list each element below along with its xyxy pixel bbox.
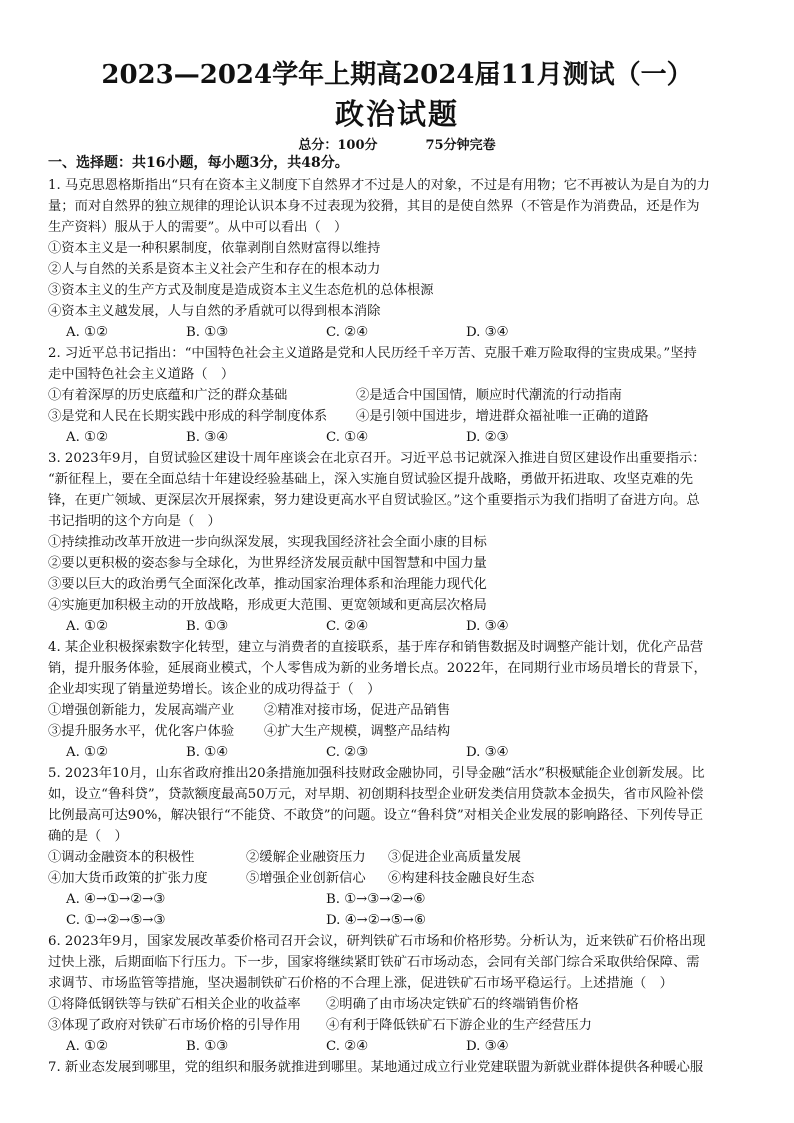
- q6-option-a: A. ①②: [66, 1039, 108, 1054]
- q5-option-b: B. ①→③→②→⑥: [326, 892, 426, 907]
- q2-option-c: C. ①④: [326, 430, 368, 445]
- q3-option-c: C. ②④: [326, 619, 368, 634]
- q4-statement: ④扩大生产规模，调整产品结构: [264, 724, 451, 739]
- q6-option-c: C. ②④: [326, 1039, 368, 1054]
- q5-statement: ④加大货币政策的扩张力度: [48, 871, 208, 886]
- q2-option-d: D. ②③: [466, 430, 509, 445]
- q2-statement: ④是引领中国进步，增进群众福祉唯一正确的道路: [356, 409, 649, 424]
- q6-statement: ①将降低钢铁等与铁矿石相关企业的收益率: [48, 997, 301, 1012]
- q4-stem-line: 企业却实现了销量逆势增长。该企业的成功得益于（ ）: [48, 682, 381, 697]
- q2-statement: ③是党和人民在长期实践中形成的科学制度体系: [48, 409, 328, 424]
- time-limit: 75分钟完卷: [425, 138, 496, 153]
- q4-stem-line: 销，提升服务体验，延展商业模式，个人零售成为新的业务增长点。2022年，在同期行业市场员增长的背景下，: [48, 661, 707, 676]
- q1-statement: ①资本主义是一种积累制度，依靠剥削自然财富得以维持: [48, 241, 381, 256]
- q1-stem-line: 生产资料）服从于人的需要”。从中可以看出（ ）: [48, 220, 348, 235]
- q6-statement: ④有利于降低铁矿石下游企业的生产经营压力: [326, 1018, 592, 1033]
- q3-stem-line: 锋，在更广领域、更深层次开展探索，努力建设更高水平自贸试验区。”这个重要指示为我们指明了奋进方向。总: [48, 493, 700, 508]
- q5-stem-line: 5. 2023年10月，山东省政府推出20条措施加强科技财政金融协同，引导金融“活水”积极赋能企业创新发展。比: [48, 766, 705, 781]
- q4-option-c: C. ②③: [326, 745, 368, 760]
- q6-stem-line: 过快上涨，后期面临下行压力。下一步，国家将继续紧盯铁矿石市场动态，会同有关部门综合采取供给保障、需: [48, 955, 700, 970]
- q3-option-b: B. ①③: [186, 619, 229, 634]
- q4-option-d: D. ③④: [466, 745, 509, 760]
- q1-statement: ③资本主义的生产方式及制度是造成资本主义生态危机的总体根源: [48, 283, 434, 298]
- q5-stem-line: 比例最高可达90%，解决银行“不能贷、不敢贷”的问题。设立“鲁科贷”对相关企业发展的影响路径、下列传导正: [48, 808, 704, 823]
- q4-statement: ③提升服务水平，优化客户体验: [48, 724, 235, 739]
- q2-stem-line: 走中国特色社会主义道路（ ）: [48, 367, 235, 382]
- q2-option-b: B. ③④: [186, 430, 229, 445]
- q5-stem-line: 如，设立“鲁科贷”，贷款额度最高50万元，对早期、初创期科技型企业研发类信用贷款本金损失，省市风险补偿: [48, 787, 704, 802]
- q4-stem-line: 4. 某企业积极探索数字化转型，建立与消费者的直接联系，基于库存和销售数据及时调整产能计划，优化产品营: [48, 640, 704, 655]
- q6-statement: ③体现了政府对铁矿石市场价格的引导作用: [48, 1018, 301, 1033]
- q3-option-a: A. ①②: [66, 619, 108, 634]
- q5-option-c: C. ①→②→⑤→③: [66, 913, 166, 928]
- score-info: [0, 134, 794, 153]
- q3-statement: ①持续推动改革开放进一步向纵深发展，实现我国经济社会全面小康的目标: [48, 535, 487, 550]
- q1-statement: ④资本主义越发展，人与自然的矛盾就可以得到根本消除: [48, 304, 381, 319]
- section-heading: 一、选择题：共16小题，每小题3分，共48分。: [48, 155, 349, 171]
- q4-option-a: A. ①②: [66, 745, 108, 760]
- q3-stem-line: “新征程上，要在全面总结十年建设经验基础上，深入实施自贸试验区提升战略，勇做开拓进取、攻坚克难的先: [48, 472, 694, 487]
- q3-statement: ④实施更加积极主动的开放战略，形成更大范围、更宽领域和更高层次格局: [48, 598, 487, 613]
- q5-stem-line: 确的是（ ）: [48, 829, 128, 844]
- q5-statement: ②缓解企业融资压力: [246, 850, 366, 865]
- q6-statement: ②明确了由市场决定铁矿石的终端销售价格: [326, 997, 579, 1012]
- q6-option-d: D. ③④: [466, 1039, 509, 1054]
- q7-stem-line: 7. 新业态发展到哪里，党的组织和服务就推进到哪里。某地通过成立行业党建联盟为新就业群体提供各种暖心服: [48, 1060, 704, 1075]
- q1-stem-line: 量；而对自然界的独立规律的理论认识本身不过表现为狡猾，其目的是使自然界（不管是作为消费品，还是作为: [48, 199, 700, 214]
- q3-stem-line: 3. 2023年9月，自贸试验区建设十周年座谈会在北京召开。习近平总书记就深入推进自贸区建设作出重要指示：: [48, 451, 706, 466]
- exam-title: 2023—2024学年上期高2024届11月测试（一）: [101, 60, 693, 90]
- q3-option-d: D. ③④: [466, 619, 509, 634]
- q6-stem-line: 6. 2023年9月，国家发展改革委价格司召开会议，研判铁矿石市场和价格形势。分析认为，近来铁矿石价格出现: [48, 934, 706, 949]
- q4-statement: ②精准对接市场，促进产品销售: [264, 703, 451, 718]
- q1-stem-line: 1. 马克思恩格斯指出“只有在资本主义制度下自然界才不过是人的对象，不过是有用物；它不再被认为是自为的力: [48, 178, 710, 193]
- q3-statement: ②要以更积极的姿态参与全球化，为世界经济发展贡献中国智慧和中国力量: [48, 556, 487, 571]
- q1-option-a: A. ①②: [66, 325, 108, 340]
- q6-stem-line: 求调节、市场监管等措施，坚决遏制铁矿石价格的不合理上涨，促进铁矿石市场平稳运行。上述措施（ ）: [48, 976, 673, 991]
- exam-subject: 政治试题: [334, 97, 459, 131]
- q5-statement: ①调动金融资本的积极性: [48, 850, 195, 865]
- q5-option-d: D. ④→②→⑤→⑥: [326, 913, 426, 928]
- q3-statement: ③要以巨大的政治勇气全面深化改革，推动国家治理体系和治理能力现代化: [48, 577, 487, 592]
- q1-option-c: C. ②④: [326, 325, 368, 340]
- q5-statement: ③促进企业高质量发展: [388, 850, 521, 865]
- q1-statement: ②人与自然的关系是资本主义社会产生和存在的根本动力: [48, 262, 381, 277]
- q5-option-a: A. ④→①→②→③: [66, 892, 166, 907]
- q3-stem-line: 书记指明的这个方向是（ ）: [48, 514, 221, 529]
- q2-stem-line: 2. 习近平总书记指出：“中国特色社会主义道路是党和人民历经千辛万苦、克服千难万险取得的宝贵成果。”坚持: [48, 346, 697, 361]
- q5-statement: ⑥构建科技金融良好生态: [388, 871, 535, 886]
- q1-option-b: B. ①③: [186, 325, 229, 340]
- q6-option-b: B. ①③: [186, 1039, 229, 1054]
- q2-option-a: A. ①②: [66, 430, 108, 445]
- q4-option-b: B. ①④: [186, 745, 229, 760]
- q1-option-d: D. ③④: [466, 325, 509, 340]
- q4-statement: ①增强创新能力，发展高端产业: [48, 703, 235, 718]
- q5-statement: ⑤增强企业创新信心: [246, 871, 366, 886]
- total-score: 总分：100分: [298, 138, 378, 153]
- q2-statement: ①有着深厚的历史底蕴和广泛的群众基础: [48, 388, 288, 403]
- q2-statement: ②是适合中国国情，顺应时代潮流的行动指南: [356, 388, 622, 403]
